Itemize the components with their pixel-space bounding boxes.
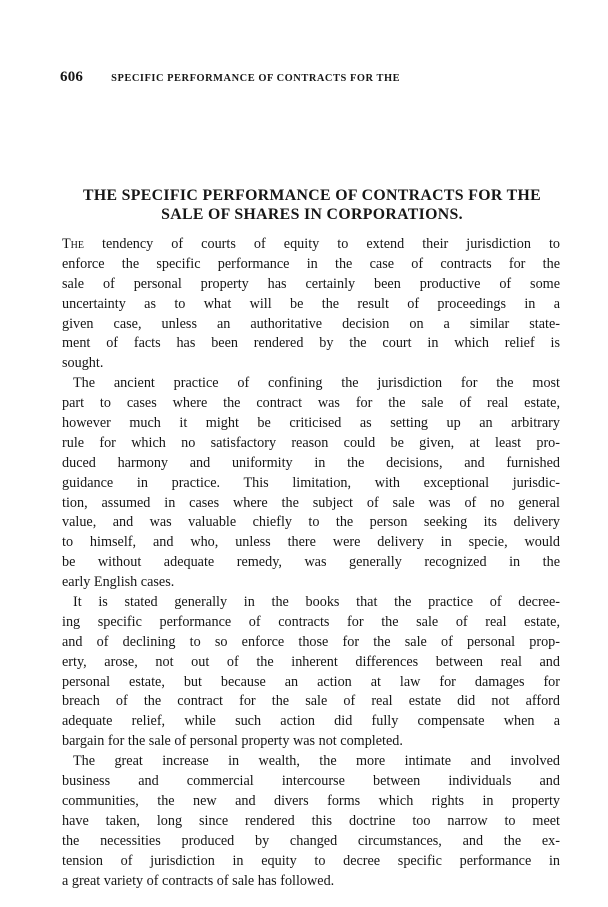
body-line: personal estate, but because an action at law for damages for [62,673,560,690]
body-line: breach of the contract for the sale of real estate did not afford [62,693,560,710]
article-title [62,186,562,224]
body-line: however much it might be criticised as setting up an arbitrary [62,415,560,432]
body-line: have taken, long since rendered this doctrine too narrow to meet [62,812,560,829]
running-head [60,68,580,86]
article-title-line: SALE OF SHARES IN CORPORATIONS. [161,206,463,223]
body-line: part to cases where the contract was for the sale of real estate, [62,395,560,412]
page-number: 606 [60,69,84,85]
body-line: bargain for the sale of personal property was not completed. [62,733,403,750]
body-line: adequate relief, while such action did fully compensate when a [62,713,560,730]
body-line: erty, arose, not out of the inherent differences between real and [62,653,560,670]
body-line: uncertainty as to what will be the result of proceedings in a [62,295,560,312]
body-line-text: tendency of courts of equity to extend their jurisdiction to [84,236,560,252]
body-line: ment of facts has been rendered by the court in which relief is [62,335,560,352]
body-line: duced harmony and uniformity in the decisions, and furnished [62,454,560,471]
lead-word: The [62,236,84,252]
body-line [62,235,560,255]
body-line: The ancient practice of confining the jurisdiction for the most [73,375,560,392]
body-line: rule for which no satisfactory reason could be given, at least pro- [62,434,560,451]
body-line: early English cases. [62,574,175,591]
body-line: communities, the new and divers forms which rights in property [62,792,560,809]
body-line: It is stated generally in the books that the practice of decree- [73,594,560,611]
running-title: SPECIFIC PERFORMANCE OF CONTRACTS FOR THE [111,73,401,84]
body-line: The great increase in wealth, the more intimate and involved [73,753,560,770]
article-title-line: THE SPECIFIC PERFORMANCE OF CONTRACTS FOR THE [82,187,542,204]
body-line: enforce the specific performance in the case of contracts for the [62,255,560,272]
body-line: ing specific performance of contracts for the sale of real estate, [62,613,560,630]
body-line: value, and was valuable chiefly to the person seeking its delivery [62,514,560,531]
body-line: the necessities produced by changed circumstances, and the ex- [62,832,560,849]
body-line: given case, unless an authoritative decision on a similar state- [62,315,560,332]
body-line: sale of personal property has certainly been productive of some [62,275,560,292]
body-line: tension of jurisdiction in equity to decree specific performance in [62,852,560,869]
body-line: and of declining to so enforce those for the sale of personal prop- [62,633,560,650]
body-line: sought. [62,355,104,372]
body-line: be without adequate remedy, was generally recognized in the [62,554,560,571]
body-line: business and commercial intercourse between individuals and [62,773,560,790]
body-line: a great variety of contracts of sale has followed. [62,872,335,889]
article-body [62,235,560,891]
body-line: guidance in practice. This limitation, with exceptional jurisdic- [62,474,560,491]
body-line: to himself, and who, unless there were delivery in specie, would [62,534,560,551]
body-line: tion, assumed in cases where the subject of sale was of no general [62,494,560,511]
